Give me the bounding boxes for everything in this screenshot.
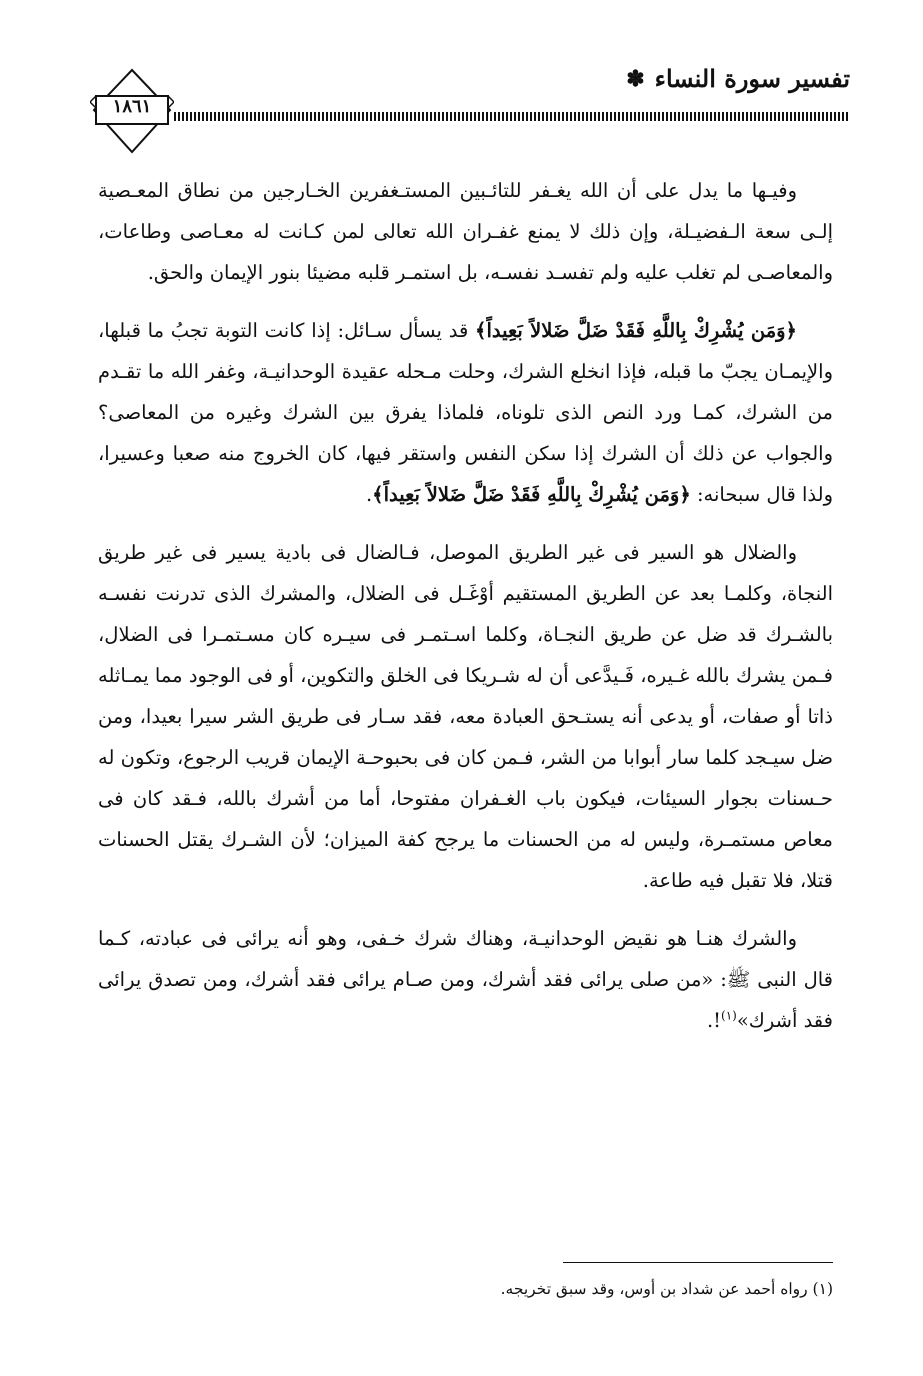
footnote: (١) رواه أحمد عن شداد بن أوس، وقد سبق تخريجه. xyxy=(500,1280,833,1298)
paragraph-text: !. xyxy=(706,1009,722,1032)
paragraph-text: قد يسأل سـائل: إذا كانت التوبة تجبُ ما قبلها، والإيمـان يجبّ ما قبله، فإذا انخلع الشرك، وحلت مـحله عقيدة الوحدانيـة، وغفر الله ما تقـدم من الشرك، كمـا ورد النص الذى تلوناه، فلماذا يفرق بين الشرك وغيره من المعاصى؟ والجواب عن ذلك أن الشرك إذا سكن النفس واستقر فيها، كان الخروج منه صعبا وعسيرا، ولذا قال سبحانه: xyxy=(98,319,833,506)
running-title xyxy=(626,64,850,93)
paragraph-text: وفيـها ما يدل على أن الله يغـفر للتائـبين المستـغفرين الخـارجين من نطاق المعـصية إلـى سعة الـفضيـلة، وإن ذلك لا يمنع غفـران الله تعالى لمن كـانت له معـاصى وطاعات، والمعاصـى لم تغلب عليه ولم تفسـد نفسـه، بل استمـر قلبه مضيئا بنور الإيمان والحق. xyxy=(98,179,833,284)
footnote-marker: (١) xyxy=(721,1008,737,1023)
quran-verse: ﴿وَمَن يُشْرِكْ بِاللَّهِ فَقَدْ ضَلَّ ضَلالاً بَعِيداً﴾ xyxy=(372,483,691,506)
ornament-icon: ✽ xyxy=(626,65,645,92)
page-number: ١٨٦١ xyxy=(112,96,152,117)
footnote-rule xyxy=(563,1262,833,1263)
paragraph-text: . xyxy=(365,483,373,506)
paragraph-text: والشرك هنـا هو نقيض الوحدانيـة، وهناك شرك خـفى، وهو أنه يرائى فى عبادته، كـما قال النبى ﷺ: «من صلى يرائى فقد أشرك، ومن صـام يرائى فقد أشرك، ومن تصدق يرائى فقد أشرك» xyxy=(98,927,833,1032)
page-number-badge xyxy=(90,68,174,154)
body-text xyxy=(98,170,833,1041)
surah-title: تفسير سورة النساء xyxy=(654,64,850,93)
header-rule xyxy=(174,112,850,121)
paragraph xyxy=(98,918,833,1041)
paragraph xyxy=(98,532,833,901)
paragraph-text: والضلال هو السير فى غير الطريق الموصل، فـالضال فى بادية يسير فى غير طريق النجاة، وكلمـا بعد عن الطريق المستقيم أوْغَـل فى الضلال، والمشرك الذى تدرنت نفسـه بالشـرك قد ضل عن طريق النجـاة، وكلما اسـتمـر فى سيـره كان مسـتمـرا فى الضلال، فـمن يشرك بالله غـيره، فَـيدَّعى أن له شـريكا فى الخلق والتكوين، أو فى الوجود مما يمـاثله ذاتا أو صفات، أو يدعى أنه يستـحق العبادة معه، فقد سـار فى طريق الشر سيرا بعيدا، ومن ضل سيـجد كلما سار أبوابا من الشر، فـمن كان فى بحبوحـة الإيمان قريب الرجوع، وتكون له حـسنات بجوار السيئات، فيكون باب الغـفران مفتوحا، أما من أشرك بالله، فـقد كان فى معاص مستمـرة، وليس له من الحسنات ما يرجح كفة الميزان؛ لأن الشـرك يقتل الحسنات قتلا، فلا تقبل فيه طاعة. xyxy=(98,541,833,892)
page-header xyxy=(90,60,850,170)
quran-verse: ﴿وَمَن يُشْرِكْ بِاللَّهِ فَقَدْ ضَلَّ ضَلالاً بَعِيداً﴾ xyxy=(475,319,797,342)
paragraph xyxy=(98,170,833,293)
paragraph xyxy=(98,310,833,515)
